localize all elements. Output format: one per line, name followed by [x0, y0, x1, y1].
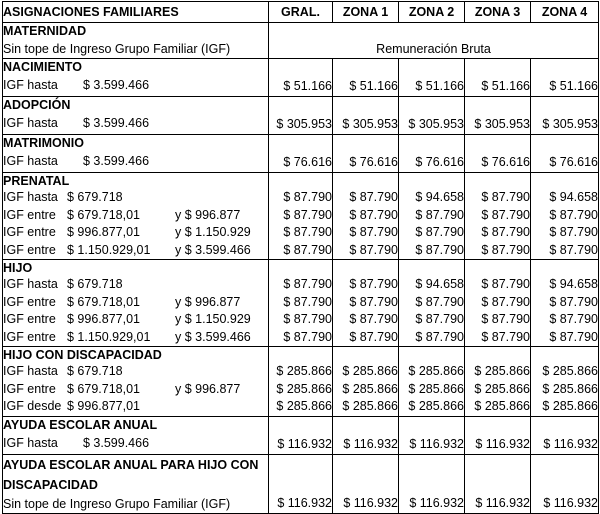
- section-title: NACIMIENTO: [3, 60, 82, 74]
- value-cell: $ 94.658: [415, 277, 464, 292]
- header-row: [3, 2, 599, 23]
- value-cell: $ 285.866: [276, 399, 332, 414]
- section-title: PRENATAL: [3, 174, 70, 188]
- value-cell: $ 87.790: [349, 312, 398, 327]
- value-cell: $ 87.790: [349, 207, 398, 222]
- row-label: IGF entre: [3, 294, 56, 309]
- row-upper: [175, 276, 268, 293]
- value-cell: $ 87.790: [349, 277, 398, 292]
- section-prenatal: [3, 173, 599, 260]
- section-ayuda-escolar: [3, 417, 599, 455]
- section-matrimonio: [3, 135, 599, 173]
- value-cell: $ 87.790: [549, 225, 598, 240]
- value-cell: $ 51.166: [481, 78, 530, 93]
- row-upper: [175, 363, 268, 381]
- row-label: IGF hasta: [3, 78, 58, 92]
- value-cell: $ 285.866: [276, 381, 332, 396]
- section-hijo-discapacidad: [3, 347, 599, 417]
- value-cell: $ 116.932: [277, 436, 332, 451]
- row-upper: y $ 3.599.466: [175, 242, 251, 257]
- row-upper: y $ 1.150.929: [175, 225, 251, 240]
- value-cell: $ 116.932: [475, 495, 530, 510]
- maternidad-value: Remuneración Bruta: [376, 42, 491, 56]
- value-cell: $ 87.790: [283, 312, 332, 327]
- row-label: IGF hasta: [3, 154, 58, 168]
- row-amount: $ 996.877,01: [67, 399, 140, 414]
- value-cell: $ 87.790: [549, 294, 598, 309]
- section-title: AYUDA ESCOLAR ANUAL PARA HIJO CON DISCAPACIDAD: [3, 458, 259, 492]
- value-cell: $ 285.866: [474, 381, 530, 396]
- row-amount: $ 1.150.929,01: [67, 329, 151, 344]
- value-cell: $ 87.790: [415, 242, 464, 257]
- row-label: IGF entre: [3, 312, 56, 327]
- value-cell: $ 116.932: [343, 436, 398, 451]
- section-desc: Sin tope de Ingreso Grupo Familiar (IGF): [3, 42, 231, 56]
- value-cell: $ 305.953: [542, 116, 598, 131]
- row-amount: $ 996.877,01: [67, 225, 140, 240]
- value-cell: $ 87.790: [283, 207, 332, 222]
- value-cell: $ 285.866: [542, 399, 598, 414]
- value-cell: $ 87.790: [349, 294, 398, 309]
- row-label: IGF hasta: [3, 436, 58, 450]
- value-cell: $ 87.790: [283, 225, 332, 240]
- table-title: ASIGNACIONES FAMILIARES: [3, 5, 179, 19]
- value-cell: $ 305.953: [342, 116, 398, 131]
- value-cell: $ 285.866: [342, 399, 398, 414]
- value-cell: $ 87.790: [481, 329, 530, 344]
- row-amount: $ 679.718: [67, 190, 123, 205]
- asignaciones-table: [2, 1, 599, 514]
- value-cell: $ 87.790: [415, 294, 464, 309]
- value-cell: $ 87.790: [549, 329, 598, 344]
- section-nacimiento: [3, 59, 599, 97]
- value-cell: $ 51.166: [549, 78, 598, 93]
- value-cell: $ 285.866: [408, 381, 464, 396]
- value-cell: $ 87.790: [481, 312, 530, 327]
- value-cell: $ 285.866: [474, 364, 530, 379]
- value-cell: $ 87.790: [481, 190, 530, 205]
- value-cell: $ 51.166: [349, 78, 398, 93]
- value-cell: $ 76.616: [415, 154, 464, 169]
- value-cell: $ 87.790: [549, 207, 598, 222]
- value-cell: $ 285.866: [342, 381, 398, 396]
- row-upper: y $ 996.877: [175, 381, 241, 396]
- value-cell: $ 76.616: [349, 154, 398, 169]
- value-cell: $ 51.166: [283, 78, 332, 93]
- section-title: MATRIMONIO: [3, 136, 85, 150]
- row-upper: y $ 996.877: [175, 207, 241, 222]
- row-amount: $ 3.599.466: [83, 154, 150, 168]
- value-cell: $ 285.866: [408, 399, 464, 414]
- section-title: HIJO CON DISCAPACIDAD: [3, 348, 162, 362]
- value-cell: $ 116.932: [277, 495, 332, 510]
- value-cell: $ 87.790: [415, 225, 464, 240]
- value-cell: $ 116.932: [409, 436, 464, 451]
- value-cell: $ 94.658: [549, 277, 598, 292]
- value-cell: $ 94.658: [415, 190, 464, 205]
- row-label: IGF hasta: [3, 364, 58, 379]
- value-cell: $ 285.866: [542, 381, 598, 396]
- row-upper: y $ 1.150.929: [175, 312, 251, 327]
- value-cell: $ 285.866: [276, 364, 332, 379]
- row-amount: $ 679.718,01: [67, 294, 140, 309]
- row-amount: $ 996.877,01: [67, 312, 140, 327]
- value-cell: $ 285.866: [342, 364, 398, 379]
- row-upper: [175, 189, 268, 206]
- row-amount: $ 679.718,01: [67, 207, 140, 222]
- value-cell: $ 87.790: [481, 277, 530, 292]
- value-cell: $ 285.866: [408, 364, 464, 379]
- row-amount: $ 679.718,01: [67, 381, 140, 396]
- section-ayuda-escolar-discapacidad: [3, 455, 599, 514]
- value-cell: $ 87.790: [481, 242, 530, 257]
- value-cell: $ 116.932: [475, 436, 530, 451]
- section-desc: Sin tope de Ingreso Grupo Familiar (IGF): [3, 497, 231, 511]
- section-title: MATERNIDAD: [3, 24, 87, 38]
- value-cell: $ 116.932: [409, 495, 464, 510]
- value-cell: $ 87.790: [283, 242, 332, 257]
- value-cell: $ 76.616: [283, 154, 332, 169]
- value-cell: $ 87.790: [549, 242, 598, 257]
- value-cell: $ 116.932: [543, 436, 598, 451]
- column-header-gral: GRAL.: [281, 5, 320, 19]
- row-upper: [175, 398, 268, 416]
- value-cell: $ 51.166: [415, 78, 464, 93]
- row-amount: $ 679.718: [67, 364, 123, 379]
- value-cell: $ 87.790: [481, 225, 530, 240]
- column-header-zona1: ZONA 1: [342, 5, 389, 19]
- row-amount: $ 679.718: [67, 277, 123, 292]
- value-cell: $ 305.953: [408, 116, 464, 131]
- section-title: ADOPCIÓN: [3, 98, 71, 112]
- value-cell: $ 87.790: [283, 294, 332, 309]
- value-cell: $ 87.790: [549, 312, 598, 327]
- row-label: IGF entre: [3, 225, 56, 240]
- value-cell: $ 116.932: [543, 495, 598, 510]
- row-label: IGF hasta: [3, 116, 58, 130]
- row-label: IGF entre: [3, 242, 56, 257]
- column-header-zona4: ZONA 4: [541, 5, 588, 19]
- value-cell: $ 305.953: [474, 116, 530, 131]
- value-cell: $ 87.790: [415, 207, 464, 222]
- value-cell: $ 285.866: [542, 364, 598, 379]
- value-cell: $ 94.658: [549, 190, 598, 205]
- value-cell: $ 87.790: [481, 207, 530, 222]
- value-cell: $ 87.790: [283, 190, 332, 205]
- row-amount: $ 1.150.929,01: [67, 242, 151, 257]
- value-cell: $ 87.790: [349, 329, 398, 344]
- value-cell: $ 87.790: [349, 242, 398, 257]
- row-amount: $ 3.599.466: [83, 436, 150, 450]
- value-cell: $ 87.790: [415, 329, 464, 344]
- section-maternidad: [3, 23, 599, 59]
- row-label: IGF entre: [3, 381, 56, 396]
- row-amount: $ 3.599.466: [83, 116, 150, 130]
- value-cell: $ 87.790: [349, 190, 398, 205]
- value-cell: $ 87.790: [415, 312, 464, 327]
- section-hijo: [3, 260, 599, 347]
- value-cell: $ 285.866: [474, 399, 530, 414]
- value-cell: $ 76.616: [549, 154, 598, 169]
- row-amount: $ 3.599.466: [83, 78, 150, 92]
- row-label: IGF desde: [3, 399, 62, 414]
- row-label: IGF hasta: [3, 190, 58, 205]
- value-cell: $ 87.790: [481, 294, 530, 309]
- value-cell: $ 87.790: [283, 329, 332, 344]
- column-header-zona3: ZONA 3: [474, 5, 521, 19]
- row-label: IGF hasta: [3, 277, 58, 292]
- row-label: IGF entre: [3, 329, 56, 344]
- section-adopcion: [3, 97, 599, 135]
- row-upper: y $ 996.877: [175, 294, 241, 309]
- row-label: IGF entre: [3, 207, 56, 222]
- value-cell: $ 87.790: [349, 225, 398, 240]
- value-cell: $ 305.953: [276, 116, 332, 131]
- value-cell: $ 76.616: [481, 154, 530, 169]
- section-title: AYUDA ESCOLAR ANUAL: [3, 418, 158, 432]
- section-title: HIJO: [3, 261, 33, 275]
- value-cell: $ 116.932: [343, 495, 398, 510]
- value-cell: $ 87.790: [283, 277, 332, 292]
- row-upper: y $ 3.599.466: [175, 329, 251, 344]
- column-header-zona2: ZONA 2: [408, 5, 455, 19]
